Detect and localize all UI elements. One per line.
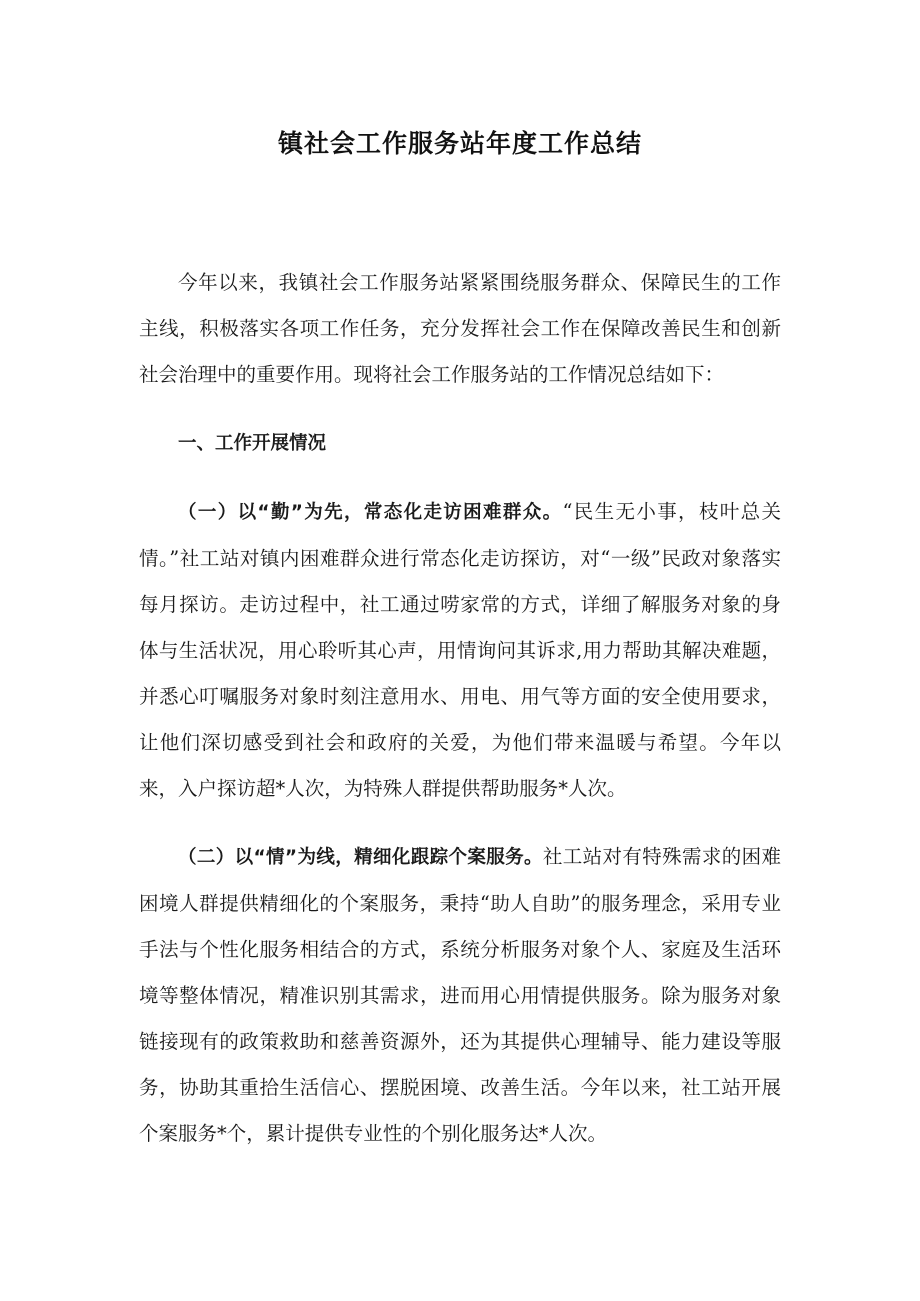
item-1-heading: （一）以“勤”为先，常态化走访困难群众。 bbox=[178, 502, 563, 523]
item-2-paragraph bbox=[139, 834, 781, 1157]
item-1-text: “民生无小事，枝叶总关情。”社工站对镇内困难群众进行常态化走访探访，对“一级”民政对象落实每月探访。走访过程中，社工通过唠家常的方式，详细了解服务对象的身体与生活状况，用心聆听其心声，用情询问其诉求,用力帮助其解决难题，并悉心叮嘱服务对象时刻注意用水、用电、用气等方面的安全使用要求，让他们深切感受到社会和政府的关爱，为他们带来温暖与希望。今年以来，入户探访超*人次，为特殊人群提供帮助服务*人次。 bbox=[139, 500, 781, 800]
section-1-heading: 一、工作开展情况 bbox=[178, 433, 327, 454]
item-2-heading: （二）以“情”为线，精细化跟踪个案服务。 bbox=[178, 847, 543, 868]
document-body bbox=[139, 260, 781, 1157]
section-heading bbox=[139, 420, 781, 467]
item-1-paragraph bbox=[139, 489, 781, 812]
intro-paragraph: 今年以来，我镇社会工作服务站紧紧围绕服务群众、保障民生的工作主线，积极落实各项工作任务，充分发挥社会工作在保障改善民生和创新社会治理中的重要作用。现将社会工作服务站的工作情况总结如下： bbox=[139, 271, 781, 386]
item-2-text: 社工站对有特殊需求的困难困境人群提供精细化的个案服务，秉持“助人自助”的服务理念，采用专业手法与个性化服务相结合的方式，系统分析服务对象个人、家庭及生活环境等整体情况，精准识别其需求，进而用心用情提供服务。除为服务对象链接现有的政策救助和慈善资源外，还为其提供心理辅导、能力建设等服务，协助其重拾生活信心、摆脱困境、改善生活。今年以来，社工站开展个案服务*个，累计提供专业性的个别化服务达*人次。 bbox=[139, 845, 781, 1145]
document-title: 镇社会工作服务站年度工作总结 bbox=[277, 129, 642, 158]
